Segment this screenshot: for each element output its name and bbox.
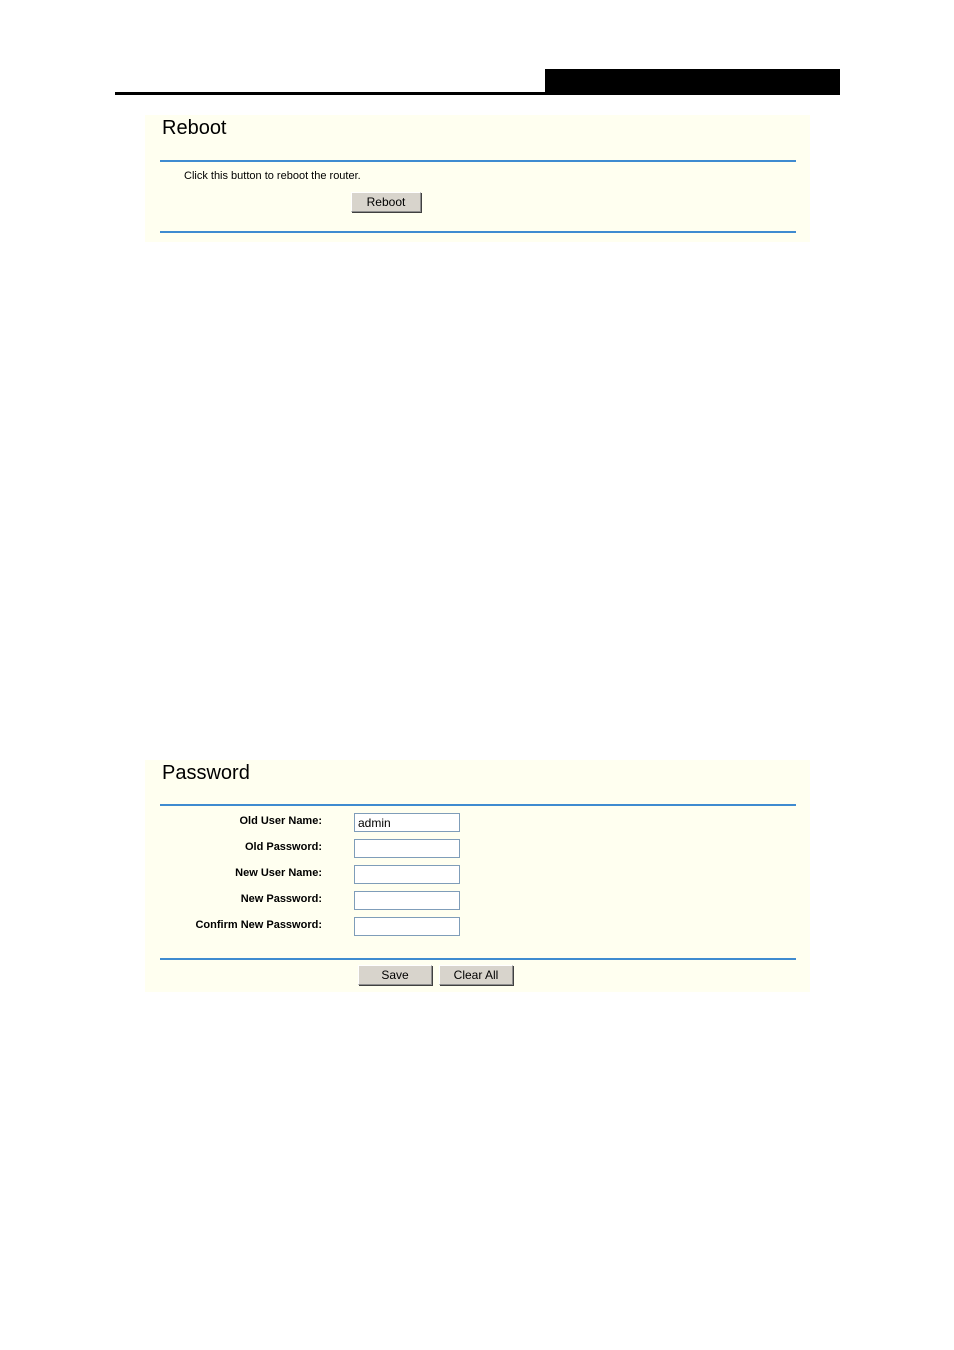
new-user-name-input[interactable] xyxy=(354,865,460,884)
new-user-name-label: New User Name: xyxy=(235,867,322,879)
reboot-button[interactable]: Reboot xyxy=(351,192,421,212)
confirm-new-password-input[interactable] xyxy=(354,917,460,936)
password-bottom-rule xyxy=(160,958,796,960)
old-user-name-label: Old User Name: xyxy=(239,815,322,827)
old-user-name-input[interactable] xyxy=(354,813,460,832)
reboot-panel xyxy=(145,115,810,242)
new-password-input[interactable] xyxy=(354,891,460,910)
password-title: Password xyxy=(162,762,250,784)
old-password-label: Old Password: xyxy=(244,841,322,853)
document-header-block xyxy=(545,69,840,95)
old-password-input[interactable] xyxy=(354,839,460,858)
reboot-description: Click this button to reboot the router. xyxy=(184,170,361,182)
reboot-bottom-rule xyxy=(160,231,796,233)
new-password-label: New Password: xyxy=(240,893,322,905)
confirm-new-password-label: Confirm New Password: xyxy=(195,919,322,931)
reboot-title: Reboot xyxy=(162,117,227,139)
clear-all-button[interactable]: Clear All xyxy=(439,965,513,985)
save-button[interactable]: Save xyxy=(358,965,432,985)
password-panel xyxy=(145,760,810,992)
password-top-rule xyxy=(160,804,796,806)
reboot-top-rule xyxy=(160,160,796,162)
